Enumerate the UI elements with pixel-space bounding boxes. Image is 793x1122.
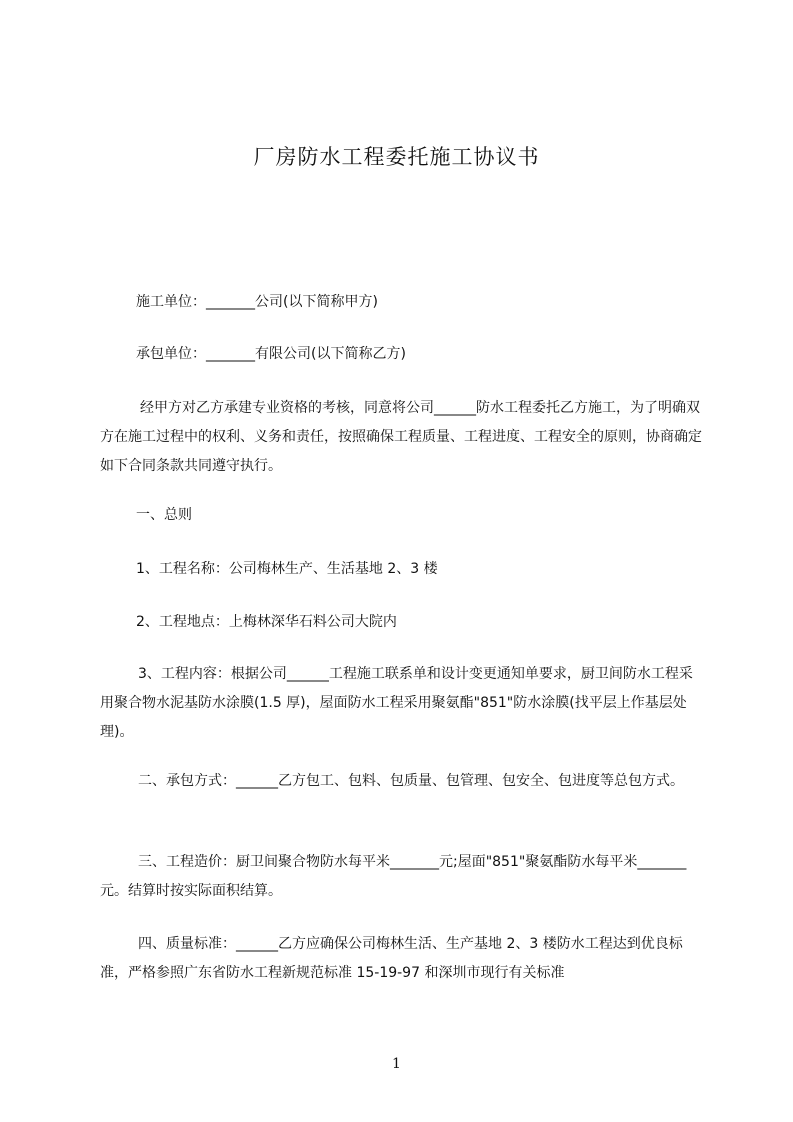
paragraph-subcontractor-unit: 承包单位：_______有限公司(以下简称乙方) [136, 346, 406, 362]
page-number: 1 [392, 1056, 401, 1072]
paragraph-quality-standard: 四、质量标准：______乙方应确保公司梅林生活、生产基地 2、3 楼防水工程达到优良标准，严格参照广东省防水工程新规范标准 15-19-97 和深圳市现行有关标准 [100, 936, 683, 981]
paragraph-project-cost: 三、工程造价：厨卫间聚合物防水每平米_______元;屋面"851"聚氨酯防水每平米_______元。结算时按实际面积结算。 [100, 854, 687, 899]
paragraph-project-scope: 3、工程内容：根据公司______工程施工联系单和设计变更通知单要求，厨卫间防水工程采用聚合物水泥基防水涂膜(1.5 厚)，屋面防水工程采用聚氨酯"851"防水涂膜(找平层上作基层处理)。 [100, 666, 693, 740]
paragraph-project-location: 2、工程地点：上梅林深华石料公司大院内 [136, 614, 397, 630]
document-title: 厂房防水工程委托施工协议书 [253, 145, 540, 169]
paragraph-project-name: 1、工程名称：公司梅林生产、生活基地 2、3 楼 [136, 561, 438, 577]
paragraph-contract-method: 二、承包方式：______乙方包工、包料、包质量、包管理、包安全、包进度等总包方式。 [138, 773, 684, 789]
paragraph-preamble: 经甲方对乙方承建专业资格的考核，同意将公司______防水工程委托乙方施工，为了明确双方在施工过程中的权利、义务和责任，按照确保工程质量、工程进度、工程安全的原则，协商确定如下合同条款共同遵守执行。 [100, 400, 702, 474]
section-heading-general: 一、总则 [136, 507, 192, 523]
paragraph-contractor-unit: 施工单位：_______公司(以下简称甲方) [136, 294, 378, 310]
